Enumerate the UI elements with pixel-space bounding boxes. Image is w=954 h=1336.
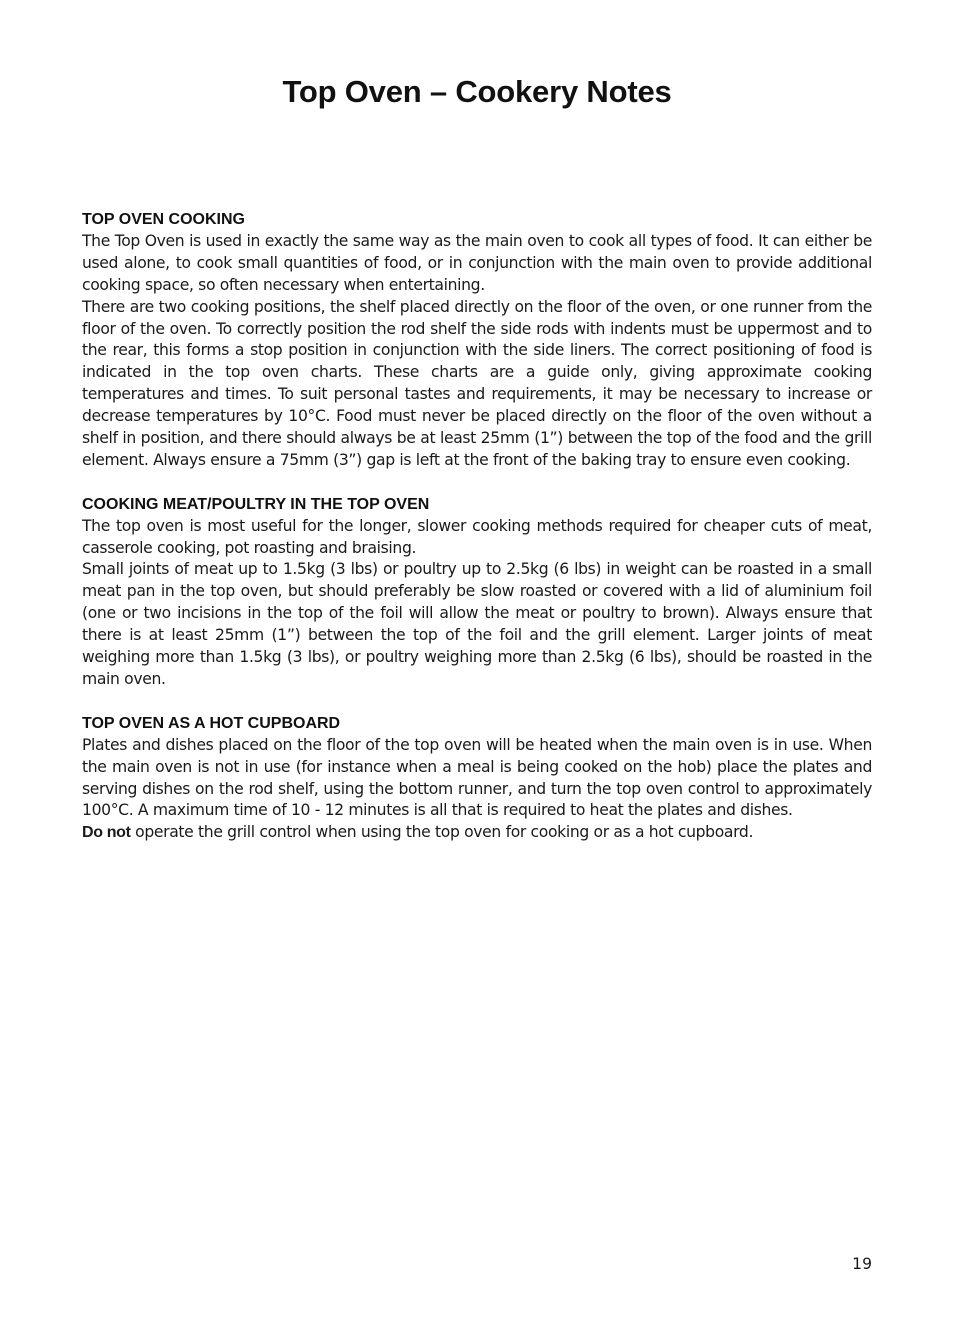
- paragraph: Plates and dishes placed on the floor of the top oven will be heated when the main oven is in use. When the main oven is not in use (for instance when a meal is being cooked on the hob) place the plates and serving dishes on the rod shelf, using the bottom runner, and turn the top oven control to approximately 100°C. A maximum time of 10 - 12 minutes is all that is required to heat the plates and dishes.: [82, 735, 872, 820]
- section-top-oven-cooking: [82, 209, 872, 472]
- warning-paragraph: [82, 822, 872, 844]
- warning-text: operate the grill control when using the top oven for cooking or as a hot cupboard.: [130, 823, 754, 842]
- section-heading: TOP OVEN AS A HOT CUPBOARD: [82, 714, 341, 732]
- paragraph: The top oven is most useful for the longer, slower cooking methods required for cheaper cuts of meat, casserole cooking, pot roasting and braising.: [82, 516, 872, 557]
- paragraph: The Top Oven is used in exactly the same way as the main oven to cook all types of food. It can either be used alone, to cook small quantities of food, or in conjunction with the main oven to provide additional cooking space, so often necessary when entertaining.: [82, 231, 872, 294]
- section-heading: TOP OVEN COOKING: [82, 211, 245, 228]
- page-title: Top Oven – Cookery Notes: [282, 74, 672, 109]
- warning-emphasis: Do not: [82, 824, 131, 842]
- page-number: 19: [852, 1255, 872, 1273]
- section-heading: COOKING MEAT/POULTRY IN THE TOP OVEN: [82, 495, 430, 513]
- section-hot-cupboard: [82, 713, 872, 844]
- page-content: [82, 209, 872, 866]
- section-cooking-meat-poultry: [82, 494, 872, 691]
- paragraph: Small joints of meat up to 1.5kg (3 lbs) or poultry up to 2.5kg (6 lbs) in weight can be roasted in a small meat pan in the top oven, but should preferably be slow roasted or covered with a lid of aluminium foil (one or two incisions in the top of the foil will allow the meat or poultry to brown). Always ensure that there is at least 25mm (1”) between the top of the foil and the grill element. Larger joints of meat weighing more than 1.5kg (3 lbs), or poultry weighing more than 2.5kg (6 lbs), should be roasted in the main oven.: [82, 560, 872, 689]
- paragraph: There are two cooking positions, the shelf placed directly on the floor of the oven, or one runner from the floor of the oven. To correctly position the rod shelf the side rods with indents must be uppermost and to the rear, this forms a stop position in conjunction with the side liners. The correct positioning of food is indicated in the top oven charts. These charts are a guide only, giving approximate cooking temperatures and times. To suit personal tastes and requirements, it may be necessary to increase or decrease temperatures by 10°C. Food must never be placed directly on the floor of the oven without a shelf in position, and there should always be at least 25mm (1”) between the top of the food and the grill element. Always ensure a 75mm (3”) gap is left at the front of the baking tray to ensure even cooking.: [82, 297, 872, 469]
